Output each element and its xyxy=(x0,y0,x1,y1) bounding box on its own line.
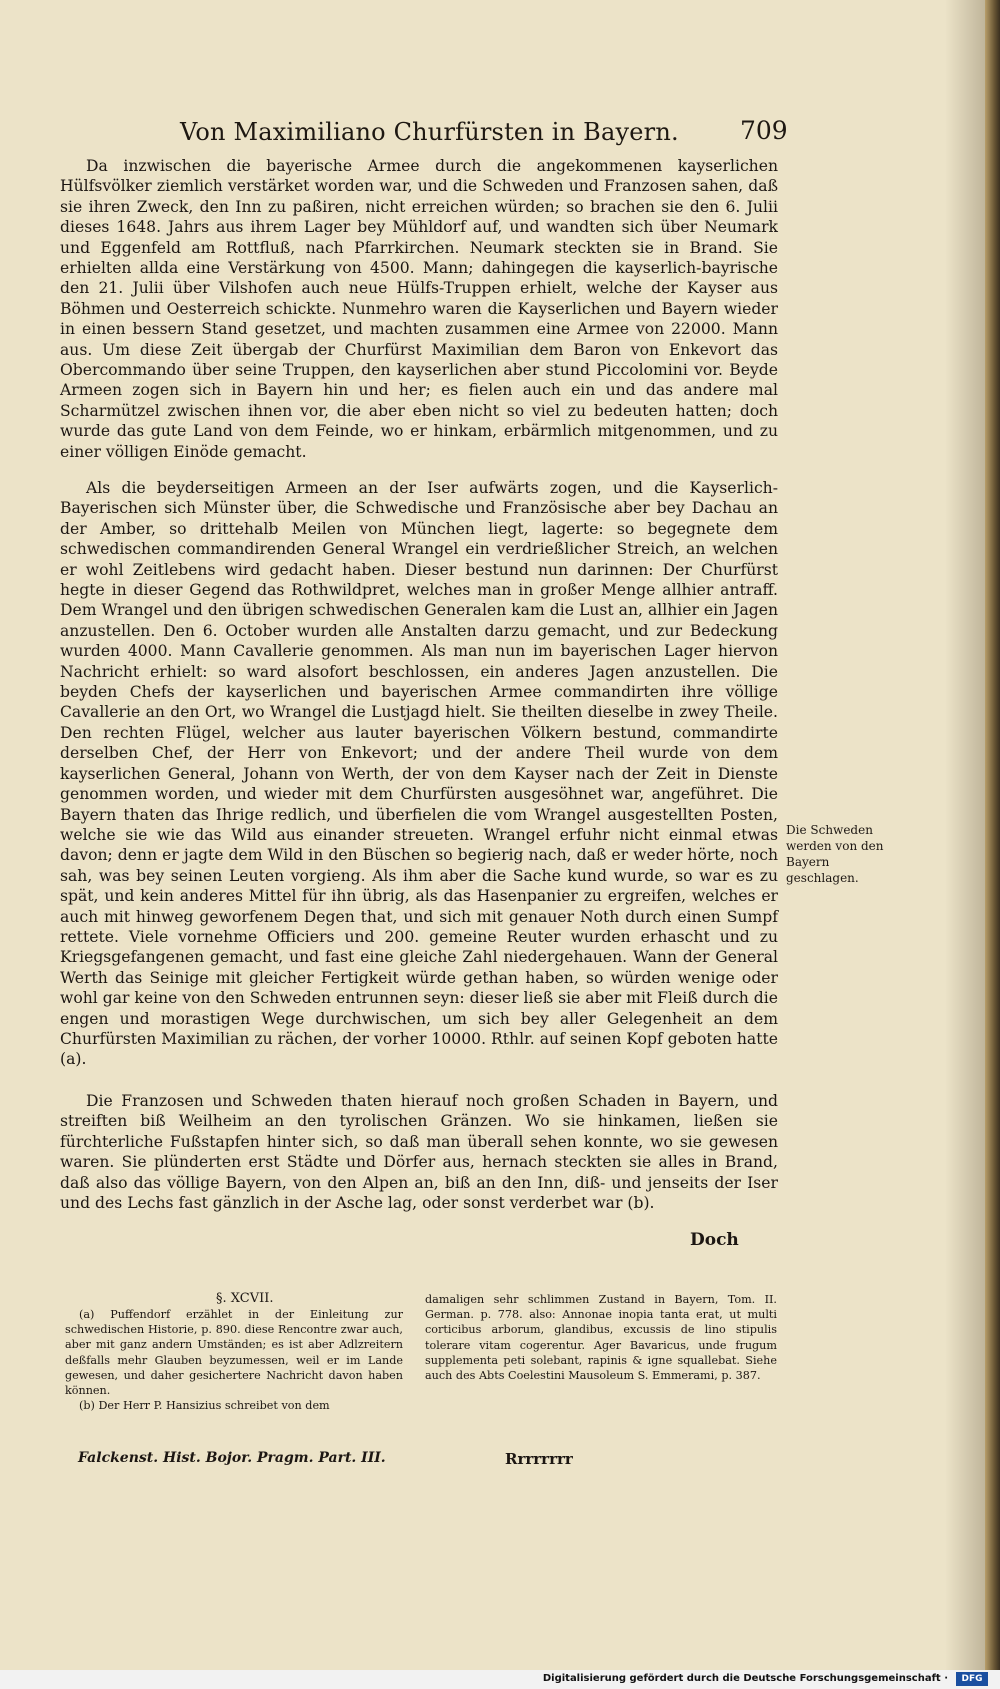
dfg-logo: DFG xyxy=(956,1672,988,1686)
paragraph-3 xyxy=(60,1091,778,1213)
signature-mark: Rrrrrrrr xyxy=(505,1450,573,1468)
page-number: 709 xyxy=(740,116,788,145)
paragraph-text: Als die beyderseitigen Armeen an der Iser aufwärts zogen, und die Kayserlich-Bayerischen sich Münster über, die Schwedische und Französische aber bey Dachau an der Amber, so drittehalb Meilen von München liegt, lagerte: so begegnete dem schwedischen commandirenden General Wrangel ein verdrießlicher Streich, an welchen er wohl Zeitlebens wird gedacht haben. Dieser bestund nun darinnen: Der Churfürst hegte in dieser Gegend das Rothwildpret, welches man in großer Menge allhier antraff. Dem Wrangel und den übrigen schwedischen Generalen kam die Lust an, allhier ein Jagen anzustellen. Den 6. October wurden alle Anstalten darzu gemacht, und zur Bedeckung wurden 4000. Mann Cavallerie genommen. Als man nun im bayerischen Lager hiervon Nachricht erhielt: so ward alsofort beschlossen, ein anderes Jagen anzustellen. Die beyden Chefs der kayserlichen und bayerischen Armee commandirten ihre völlige Cavallerie an den Ort, wo Wrangel die Lustjagd hielt. Sie theilten dieselbe in zwey Theile. Den rechten Flügel, welcher aus lauter bayerischen Völkern bestund, commandirte derselben Chef, der Herr von Enkevort; und der andere Theil wurde von dem kayserlichen General, Johann von Werth, der von dem Kayser nach der Zeit in Dienste genommen worden, und wieder mit dem Churfürsten ausgesöhnet war, angeführet. Die Bayern thaten das Ihrige redlich, und überfielen die vom Wrangel ausgestellten Posten, welche sie wie das Wild aus einander streueten. Wrangel erfuhr nicht einmal etwas davon; denn er jagte dem Wild in den Büschen so begierig nach, daß er weder hörte, noch sah, was bey seinen Leuten vorgieng. Als ihm aber die Sache kund wurde, so war es zu spät, und kein anderes Mittel für ihn übrig, als das Hasenpanier zu ergreifen, welches er auch mit hinweg geworfenem Degen that, und sich mit genauer Noth durch einen Sumpf rettete. Viele vornehme Officiers und 200. gemeine Reuter wurden erhascht und zu Kriegsgefangenen gemacht, und fast eine gleiche Zahl niedergehauen. Wann der General Werth das Seinige mit gleicher Fertigkeit würde gethan haben, so würden wenige oder wohl gar keine von den Schweden entrunnen seyn: dieser ließ sie aber mit Fleiß durch die engen und morastigen Wege durchwischen, um sich bey aller Gelegenheit an dem Churfürsten Maximilian zu rächen, der vorher 10000. Rthlr. auf seinen Kopf geboten hatte (a). xyxy=(60,479,778,1069)
catchword: Doch xyxy=(690,1230,739,1250)
signature-line: Falckenst. Hist. Bojor. Pragm. Part. III. xyxy=(78,1450,386,1466)
footnotes-right-column xyxy=(425,1292,777,1383)
paragraph-text: Die Franzosen und Schweden thaten hierauf noch großen Schaden in Bayern, und streiften biß Weilheim an den tyrolischen Gränzen. Wo sie hinkamen, ließen sie fürchterliche Fußstapfen hinter sich, so daß man überall sehen konnte, wo sie gewesen waren. Sie plünderten erst Städte und Dörfer aus, hernach steckten sie alles in Brand, daß also das völlige Bayern, von den Alpen an, biß an den Inn, diß- und jenseits der Iser und des Lechs fast gänzlich in der Asche lag, oder sonst verderbet war (b). xyxy=(60,1092,778,1213)
paragraph-1 xyxy=(60,156,778,462)
digitization-footer-text: Digitalisierung gefördert durch die Deutsche Forschungsgemeinschaft · xyxy=(542,1673,948,1684)
footnotes-left-column xyxy=(65,1307,403,1413)
paragraph-text: Da inzwischen die bayerische Armee durch die angekommenen kayserlichen Hülfsvölker ziemlich verstärket worden war, und die Schweden und Franzosen sahen, daß sie ihren Zweck, den Inn zu paßiren, nicht erreichen würden; so brachen sie den 6. Julii dieses 1648. Jahrs aus ihrem Lager bey Mühldorf auf, und wandten sich über Neumark und Eggenfeld am Rottfluß, nach Pfarrkirchen. Neumark steckten sie in Brand. Sie erhielten allda eine Verstärkung von 4500. Mann; dahingegen die kayserlich-bayrische den 21. Julii über Vilshofen auch neue Hülfs-Truppen erhielt, welche der Kayser aus Böhmen und Oesterreich schickte. Nunmehro waren die Kayserlichen und Bayern wieder in einen bessern Stand gesetzet, und machten zusammen eine Armee von 22000. Mann aus. Um diese Zeit übergab der Churfürst Maximilian dem Baron von Enkevort das Obercommando über seine Truppen, den kayserlichen aber stund Piccolomini vor. Beyde Armeen zogen sich in Bayern hin und her; es fielen auch ein und das andere mal Scharmützel zwischen ihnen vor, die aber eben nicht so viel zu bedeuten hatten; doch wurde das gute Land von dem Feinde, wo er hinkam, erbärmlich mitgenommen, und zu einer völligen Einöde gemacht. xyxy=(60,157,778,461)
running-title: Von Maximiliano Churfürsten in Bayern. xyxy=(180,118,679,146)
marginal-note: Die Schweden werden von den Bayern geschlagen. xyxy=(786,823,884,885)
section-heading: §. XCVII. xyxy=(216,1291,274,1306)
paragraph-2 xyxy=(60,478,778,1070)
footnote-b-start: (b) Der Herr P. Hansizius schreibet von dem xyxy=(79,1399,330,1413)
footnote-a: (a) Puffendorf erzählet in der Einleitung zur schwedischen Historie, p. 890. diese Rencontre zwar auch, aber mit ganz andern Umständen; es ist aber Adlzreitern deßfalls mehr Glauben beyzumessen, weil er im Lande gewesen, und daher gesichertere Nachricht davon haben können. xyxy=(65,1308,403,1398)
book-edge xyxy=(985,0,1000,1670)
footnote-b-continuation: damaligen sehr schlimmen Zustand in Bayern, Tom. II. German. p. 778. also: Annonae inopia tanta erat, ut multi corticibus arborum, glandibus, excussis de lino stipulis tolerare vitam cogerentur. Ager Bavaricus, unde frugum supplementa peti solebant, rapinis & igne squallebat. Siehe auch des Abts Coelestini Mausoleum S. Emmerami, p. 387. xyxy=(425,1293,777,1383)
